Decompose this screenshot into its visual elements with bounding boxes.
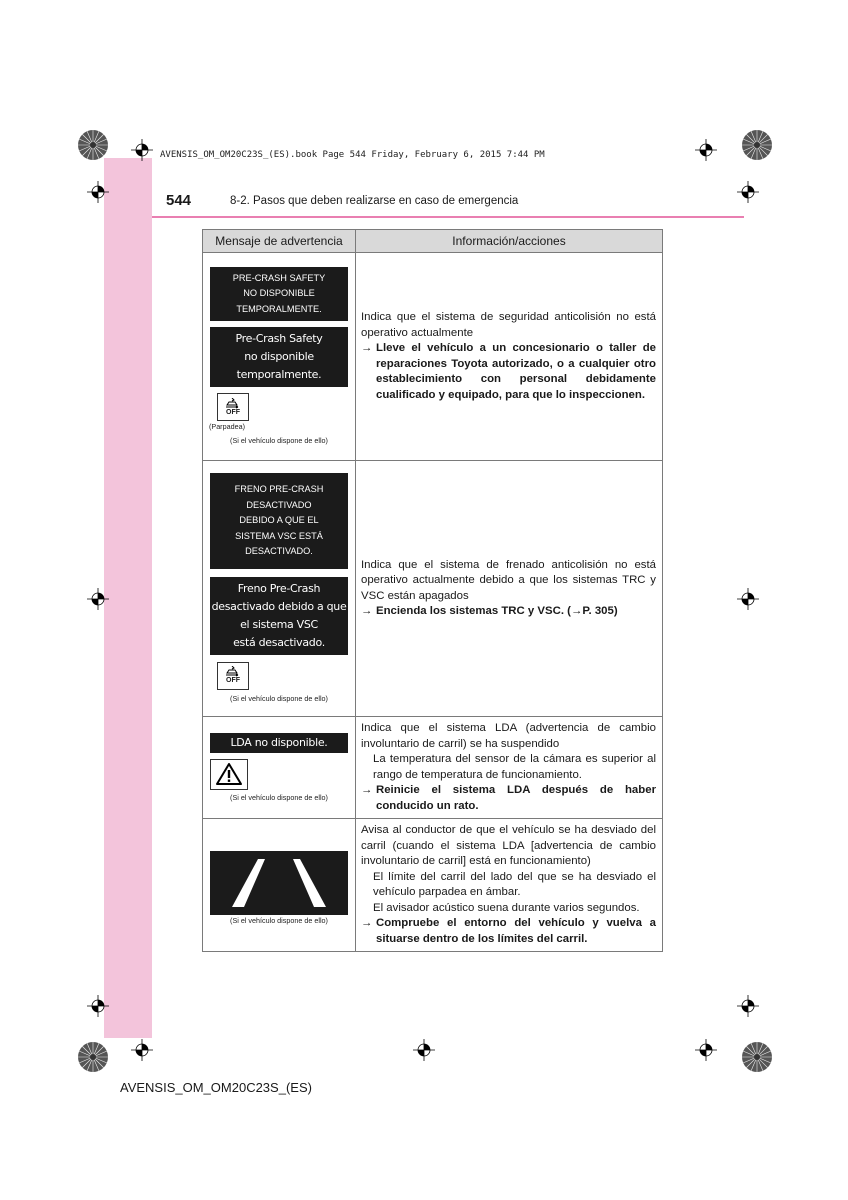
blink-caption: (Parpadea) — [209, 422, 245, 432]
registration-mark-icon — [695, 1039, 717, 1061]
table-header-row — [203, 230, 663, 253]
registration-mark-icon — [737, 181, 759, 203]
arrow-icon: → — [361, 917, 373, 929]
registration-mark-icon — [413, 1039, 435, 1061]
registration-mark-icon — [695, 139, 717, 161]
detail-text: El avisador acústico suena durante varios segundos. — [373, 901, 640, 914]
action-text: Compruebe el entorno del vehículo y vuelva a situarse dentro de los límites del carril. — [376, 917, 656, 945]
action-text: Reinicie el sistema LDA después de haber conducido un rato. — [376, 784, 656, 812]
column-header-message: Mensaje de advertencia — [203, 230, 356, 253]
book-file-header: AVENSIS_OM_OM20C23S_(ES).book Page 544 Friday, February 6, 2015 7:44 PM — [160, 150, 545, 160]
registration-mark-icon — [87, 181, 109, 203]
availability-caption: (Si el vehículo dispone de ello) — [230, 693, 328, 703]
warning-message-cell — [203, 717, 356, 819]
header-rule — [152, 216, 744, 218]
detail-text: El límite del carril del lado del que se ha desviado el vehículo parpadea en ámbar. — [373, 870, 656, 898]
display-message-small: FRENO PRE-CRASH DESACTIVADO DEBIDO A QUE EL SISTEMA VSC ESTÁ DESACTIVADO. — [210, 473, 348, 569]
car-collision-icon — [224, 666, 242, 677]
car-collision-icon — [224, 398, 242, 409]
table-row — [203, 819, 663, 952]
info-actions-cell — [356, 819, 663, 952]
table-row — [203, 717, 663, 819]
footer-document-code: AVENSIS_OM_OM20C23S_(ES) — [120, 1080, 312, 1095]
registration-mark-icon — [131, 1039, 153, 1061]
registration-mark-icon — [87, 588, 109, 610]
registration-mark-icon — [131, 139, 153, 161]
info-text: Indica que el sistema de seguridad anticolisión no está operativo actualmente — [361, 311, 656, 339]
availability-caption: (Si el vehículo dispone de ello) — [230, 436, 328, 446]
table-row — [203, 253, 663, 461]
action-text: Encienda los sistemas TRC y VSC. (→P. 305) — [376, 605, 618, 617]
pre-crash-off-icon: OFF — [217, 393, 249, 421]
info-text: Indica que el sistema de frenado anticolisión no está operativo actualmente debido a que los sistemas TRC y VSC están apagados — [361, 558, 656, 602]
arrow-icon: → — [361, 784, 373, 796]
lane-departure-display-icon — [210, 851, 348, 915]
print-rosette-icon — [740, 1040, 774, 1074]
info-text: Indica que el sistema LDA (advertencia de cambio involuntario de carril) se ha suspendido — [361, 722, 656, 750]
warning-triangle-glyph — [215, 762, 243, 786]
action-item — [361, 341, 656, 403]
pre-crash-off-icon: OFF — [217, 662, 249, 690]
display-message-small: PRE-CRASH SAFETY NO DISPONIBLE TEMPORALMENTE. — [210, 267, 348, 322]
warning-messages-table — [202, 229, 663, 952]
info-actions-cell — [356, 461, 663, 717]
action-item — [361, 783, 656, 814]
availability-caption: (Si el vehículo dispone de ello) — [230, 915, 328, 925]
lane-lines-icon — [210, 851, 348, 915]
registration-mark-icon — [87, 995, 109, 1017]
arrow-icon: → — [361, 342, 373, 354]
warning-message-cell — [203, 253, 356, 461]
pink-margin-band — [104, 158, 152, 1038]
info-actions-cell — [356, 717, 663, 819]
warning-message-cell — [203, 819, 356, 952]
page-number: 544 — [166, 192, 192, 209]
display-message-large: Freno Pre-Crash desactivado debido a que el sistema VSC está desactivado. — [210, 577, 348, 655]
table-row — [203, 461, 663, 717]
availability-caption: (Si el vehículo dispone de ello) — [230, 792, 328, 802]
section-title: 8-2. Pasos que deben realizarse en caso de emergencia — [230, 195, 519, 207]
action-text: Lleve el vehículo a un concesionario o taller de reparaciones Toyota autorizado, o a cualquier otro establecimiento con personal debidamente cualificado y equipado, para que lo inspeccionen. — [376, 342, 656, 401]
print-rosette-icon — [76, 1040, 110, 1074]
registration-mark-icon — [737, 995, 759, 1017]
print-rosette-icon — [740, 128, 774, 162]
info-text: Avisa al conductor de que el vehículo se ha desviado del carril (cuando el sistema LDA [advertencia de cambio involuntario de carril] está en funcionamiento) — [361, 824, 656, 867]
warning-message-cell — [203, 461, 356, 717]
action-item — [361, 604, 656, 620]
display-message-large: LDA no disponible. — [210, 733, 348, 753]
warning-triangle-icon — [210, 759, 248, 790]
column-header-info: Información/acciones — [356, 230, 663, 253]
info-actions-cell — [356, 253, 663, 461]
print-rosette-icon — [76, 128, 110, 162]
detail-text: La temperatura del sensor de la cámara es superior al rango de temperatura de funcionamiento. — [373, 753, 656, 781]
action-item — [361, 916, 656, 947]
arrow-icon: → — [361, 605, 373, 617]
display-message-large: Pre-Crash Safety no disponible temporalmente. — [210, 327, 348, 387]
registration-mark-icon — [737, 588, 759, 610]
